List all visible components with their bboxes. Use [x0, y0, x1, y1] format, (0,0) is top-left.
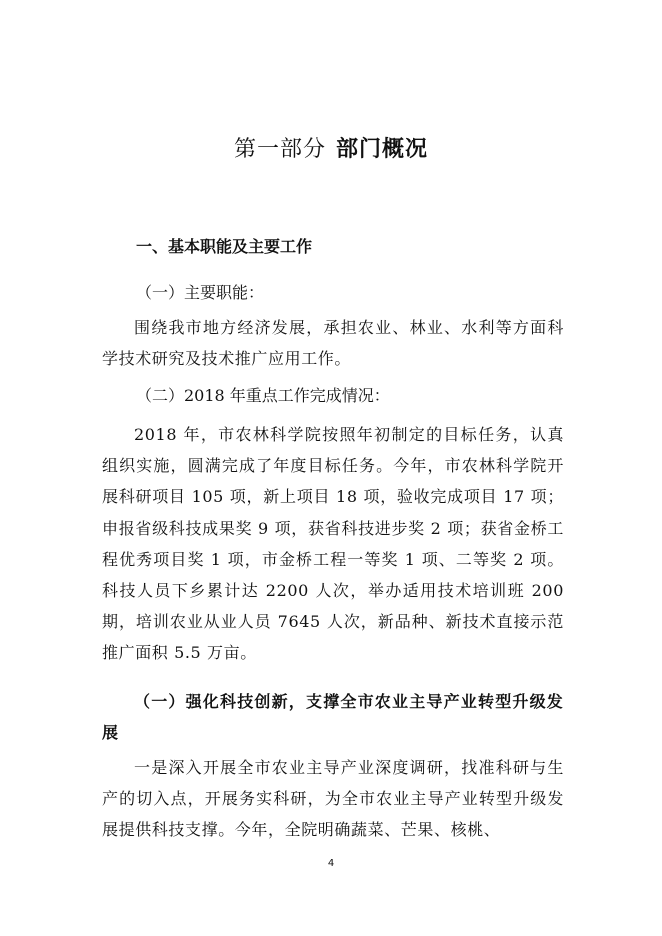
section-heading: 一、基本职能及主要工作	[136, 237, 313, 256]
part-name: 部门概况	[336, 136, 429, 162]
subheading-key-work-2018: （二）2018 年重点工作完成情况：	[136, 386, 390, 405]
paragraph-key-work-2018: 2018 年，市农林科学院按照年初制定的目标任务，认真组织实施，圆满完成了年度目标任务。今年，市农林科学院开展科研项目 105 项，新上项目 18 项，验收完成项目 17 项；申报省级科技成果奖 9 项，获省科技进步奖 2 项；获省金桥工程优秀项目奖 1 项，市金桥工程一等奖 1 项、二等奖 2 项。科技人员下乡累计达 2200 人次，举办适用技术培训班 200 期，培训农业从业人员 7645 人次，新品种、新技术直接示范推广面积 5.5 万亩。	[102, 425, 564, 663]
page-title	[0, 133, 662, 166]
subheading-main-functions: （一）主要职能：	[136, 283, 265, 302]
subheading-tech-innovation: （一）强化科技创新，支撑全市农业主导产业转型升级发展	[102, 692, 565, 743]
paragraph-main-functions: 围绕我市地方经济发展，承担农业、林业、水利等方面科学技术研究及技术推广应用工作。	[102, 318, 564, 369]
paragraph-tech-innovation: 一是深入开展全市农业主导产业深度调研，找准科研与生产的切入点，开展务实科研，为全市农业主导产业转型升级发展提供科技支撑。今年，全院明确蔬菜、芒果、核桃、	[102, 758, 564, 840]
part-label: 第一部分	[233, 137, 326, 162]
page-number: 4	[327, 858, 335, 869]
